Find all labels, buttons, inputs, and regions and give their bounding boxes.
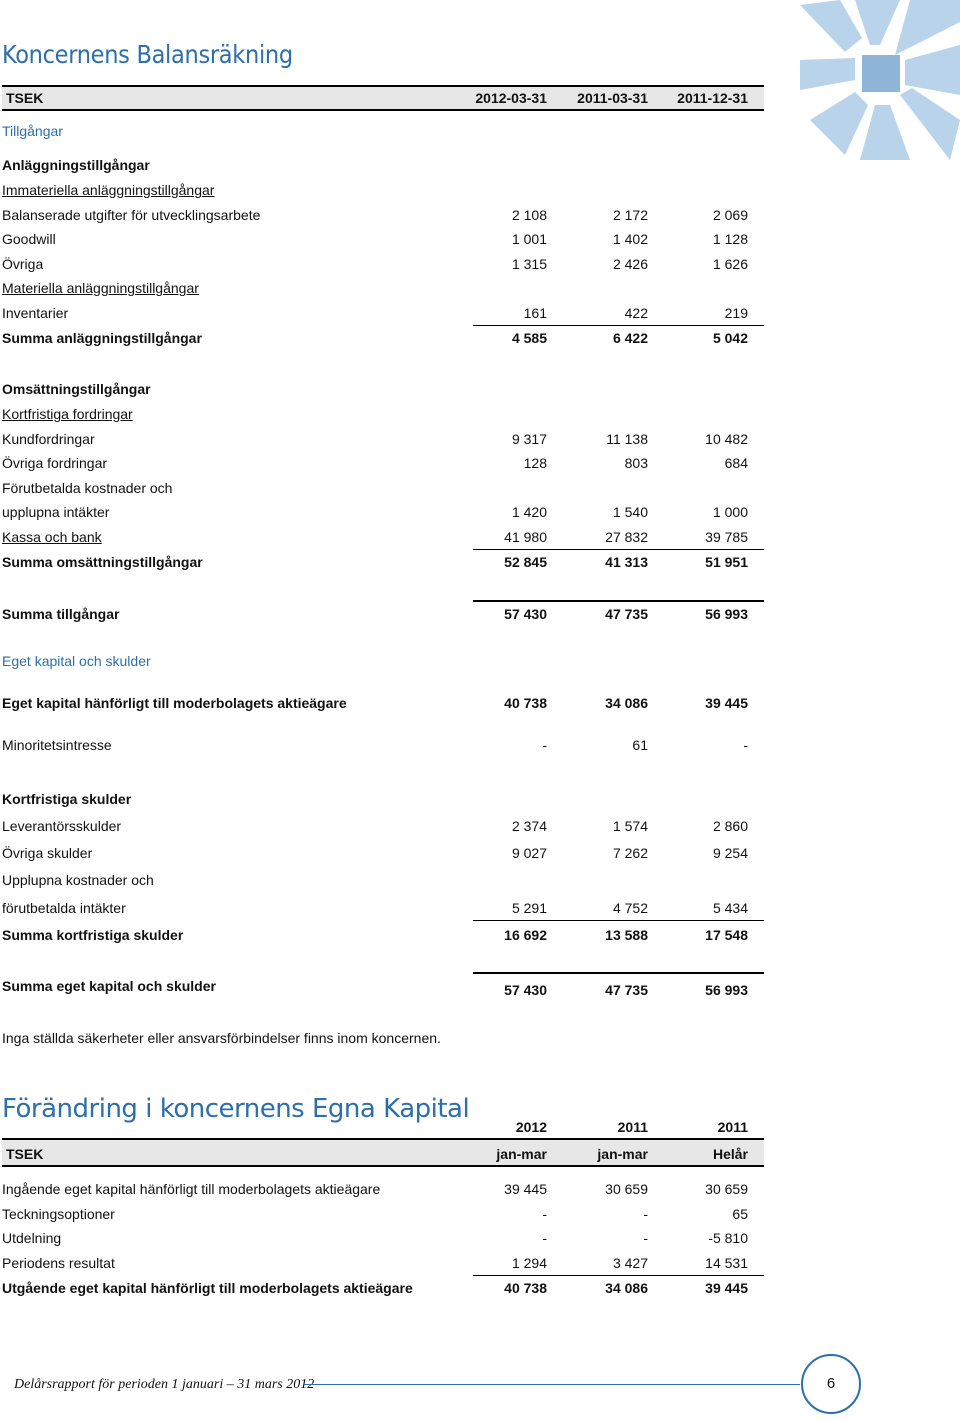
row-label: Leverantörsskulder	[2, 818, 122, 834]
value-col-2: -	[643, 1206, 648, 1222]
value-col-3: 39 445	[705, 1280, 748, 1296]
value-col-1: 9 027	[511, 845, 547, 861]
header-col-3: Helår	[712, 1146, 748, 1162]
intangible-heading-row	[2, 182, 764, 200]
value-col-3: 30 659	[705, 1181, 748, 1197]
value-col-2: 34 086	[605, 1280, 648, 1296]
value-col-1: 57 430	[504, 606, 547, 622]
table-row-label-continuation	[2, 480, 764, 498]
value-col-1: 4 585	[511, 330, 547, 346]
value-col-3: 65	[732, 1206, 748, 1222]
row-label: Övriga skulder	[2, 845, 93, 861]
value-col-3: 39 445	[705, 695, 748, 711]
section-heading: Omsättningstillgångar	[2, 381, 151, 397]
section-heading: Anläggningstillgångar	[2, 157, 150, 173]
value-col-1: 1 001	[511, 231, 547, 247]
row-label: Balanserade utgifter för utvecklingsarbete	[2, 207, 261, 223]
value-col-2: 4 752	[612, 900, 648, 916]
tangible-heading-row	[2, 280, 764, 298]
value-col-3: 1 128	[712, 231, 748, 247]
subtotal-rule	[473, 1275, 764, 1276]
equity-header-bar	[2, 1138, 764, 1167]
row-label: Upplupna kostnader och	[2, 872, 154, 888]
assets-heading-row	[2, 123, 764, 141]
row-label: Övriga fordringar	[2, 455, 108, 471]
subtotal-row	[2, 927, 764, 945]
value-col-1: 16 692	[504, 927, 547, 943]
value-col-2: 30 659	[605, 1181, 648, 1197]
section-heading: Eget kapital och skulder	[2, 653, 151, 669]
value-col-1: 161	[523, 305, 547, 321]
page-number: 6	[801, 1354, 861, 1414]
value-col-1: 52 845	[504, 554, 547, 570]
row-label: Summa tillgångar	[2, 606, 120, 622]
liabilities-heading-row	[2, 791, 764, 809]
table-row	[2, 695, 764, 713]
value-col-2: 1 574	[612, 818, 648, 834]
value-col-3: 5 434	[712, 900, 748, 916]
section-heading: Kortfristiga skulder	[2, 791, 132, 807]
balance-header-bar	[2, 85, 764, 111]
subsection-heading: Materiella anläggningstillgångar	[2, 280, 199, 296]
subsection-heading: Immateriella anläggningstillgångar	[2, 182, 215, 198]
value-col-1: -	[542, 1230, 547, 1246]
row-label: Goodwill	[2, 231, 56, 247]
value-col-1: 2 108	[511, 207, 547, 223]
section-heading: Tillgångar	[2, 123, 63, 139]
header-col-1: jan-mar	[496, 1146, 547, 1162]
header-col-3: 2011-12-31	[677, 90, 748, 106]
value-col-3: -5 810	[708, 1230, 748, 1246]
row-label: Teckningsoptioner	[2, 1206, 115, 1222]
row-label: Summa kortfristiga skulder	[2, 927, 184, 943]
shortterm-heading-row	[2, 406, 764, 424]
value-col-3: 56 993	[705, 606, 748, 622]
value-col-1: 5 291	[511, 900, 547, 916]
value-col-2: 1 540	[612, 504, 648, 520]
row-label: Förutbetalda kostnader och	[2, 480, 173, 496]
value-col-3: 10 482	[705, 431, 748, 447]
value-col-3: -	[743, 737, 748, 753]
header-col-1: 2012-03-31	[475, 90, 547, 106]
value-col-3: 56 993	[705, 982, 748, 998]
value-col-3: 17 548	[705, 927, 748, 943]
year-col-2: 2011	[617, 1119, 648, 1135]
subtotal-row	[2, 330, 764, 348]
row-label: Eget kapital hänförligt till moderbolagets aktieägare	[2, 695, 347, 711]
subsection-heading: Kortfristiga fordringar	[2, 406, 133, 422]
value-col-2: 27 832	[605, 529, 648, 545]
row-label: Utdelning	[2, 1230, 62, 1246]
footer-report-title: Delårsrapport för perioden 1 januari – 31 mars 2012	[14, 1377, 315, 1392]
equity-heading-row	[2, 653, 764, 671]
value-col-2: 47 735	[605, 982, 648, 998]
table-row	[2, 1206, 764, 1224]
snowflake-logo-icon	[800, 0, 960, 165]
balance-sheet-title: Koncernens Balansräkning	[2, 40, 293, 69]
total-rule	[473, 600, 764, 602]
value-col-2: 2 426	[612, 256, 648, 272]
current-assets-heading-row	[2, 381, 764, 399]
row-label: Ingående eget kapital hänförligt till moderbolagets aktieägare	[2, 1181, 381, 1197]
table-row	[2, 455, 764, 473]
subtotal-row	[2, 554, 764, 572]
value-col-1: 1 420	[511, 504, 547, 520]
table-row	[2, 431, 764, 449]
value-col-2: 41 313	[605, 554, 648, 570]
value-col-3: 219	[724, 305, 748, 321]
value-col-3: 1 000	[712, 504, 748, 520]
value-col-1: 1 294	[511, 1255, 547, 1271]
value-col-2: 34 086	[605, 695, 648, 711]
value-col-1: 39 445	[504, 1181, 547, 1197]
value-col-1: -	[542, 1206, 547, 1222]
row-label: Summa omsättningstillgångar	[2, 554, 203, 570]
table-row	[2, 256, 764, 274]
fixed-assets-heading-row	[2, 157, 764, 175]
value-col-2: -	[643, 1230, 648, 1246]
row-label: förutbetalda intäkter	[2, 900, 126, 916]
value-col-1: -	[542, 737, 547, 753]
row-label: Summa anläggningstillgångar	[2, 330, 202, 346]
year-header-row	[2, 1119, 764, 1137]
table-row-label-continuation	[2, 872, 764, 890]
value-col-2: 6 422	[612, 330, 648, 346]
row-label: Kundfordringar	[2, 431, 95, 447]
value-col-2: 11 138	[606, 431, 648, 447]
value-col-3: 684	[724, 455, 748, 471]
value-col-2: 7 262	[612, 845, 648, 861]
table-row	[2, 207, 764, 225]
value-col-3: 9 254	[712, 845, 748, 861]
value-col-2: 2 172	[612, 207, 648, 223]
value-col-3: 5 042	[712, 330, 748, 346]
value-col-2: 422	[624, 305, 648, 321]
subtotal-rule	[473, 325, 764, 326]
row-label: Summa eget kapital och skulder	[2, 978, 216, 994]
value-col-1: 41 980	[504, 529, 547, 545]
table-row	[2, 305, 764, 323]
table-row	[2, 231, 764, 249]
total-rule	[473, 972, 764, 974]
value-col-1: 9 317	[511, 431, 547, 447]
row-label: upplupna intäkter	[2, 504, 110, 520]
value-col-1: 40 738	[504, 695, 547, 711]
note-row	[2, 1030, 902, 1048]
value-col-1: 40 738	[504, 1280, 547, 1296]
table-row	[2, 900, 764, 918]
value-col-2: 803	[624, 455, 648, 471]
table-row	[2, 529, 764, 547]
total-row	[2, 978, 764, 996]
value-col-3: 2 860	[712, 818, 748, 834]
value-col-3: 14 531	[705, 1255, 748, 1271]
equity-change-title: Förändring i koncernens Egna Kapital	[2, 1094, 470, 1124]
note-text: Inga ställda säkerheter eller ansvarsförbindelser finns inom koncernen.	[2, 1030, 441, 1046]
row-label: Övriga	[2, 256, 44, 272]
row-label: Minoritetsintresse	[2, 737, 112, 753]
value-col-3: 1 626	[712, 256, 748, 272]
table-row	[2, 1255, 764, 1273]
value-col-2: 47 735	[605, 606, 648, 622]
year-col-3: 2011	[717, 1119, 748, 1135]
year-col-1: 2012	[515, 1119, 547, 1135]
subtotal-rule	[473, 549, 764, 550]
value-col-2: 61	[632, 737, 648, 753]
value-col-1: 57 430	[504, 982, 547, 998]
header-unit: TSEK	[6, 1146, 44, 1162]
row-label: Periodens resultat	[2, 1255, 115, 1271]
value-col-1: 2 374	[511, 818, 547, 834]
value-col-3: 51 951	[705, 554, 748, 570]
value-col-2: 3 427	[612, 1255, 648, 1271]
total-row	[2, 606, 764, 624]
value-col-1: 1 315	[511, 256, 547, 272]
table-row	[2, 737, 764, 755]
table-row	[2, 818, 764, 836]
header-col-2: jan-mar	[597, 1146, 648, 1162]
value-col-3: 2 069	[712, 207, 748, 223]
table-row	[2, 504, 764, 522]
value-col-3: 39 785	[705, 529, 748, 545]
table-row	[2, 1230, 764, 1248]
subtotal-rule	[473, 920, 764, 921]
value-col-2: 13 588	[605, 927, 648, 943]
footer-rule	[304, 1384, 800, 1385]
header-col-2: 2011-03-31	[577, 90, 648, 106]
table-row	[2, 845, 764, 863]
header-unit: TSEK	[6, 90, 44, 106]
row-label: Utgående eget kapital hänförligt till moderbolagets aktieägare	[2, 1280, 413, 1296]
value-col-2: 1 402	[612, 231, 648, 247]
row-label: Inventarier	[2, 305, 69, 321]
table-row	[2, 1181, 764, 1199]
total-row	[2, 1280, 764, 1298]
row-label: Kassa och bank	[2, 529, 102, 545]
value-col-1: 128	[523, 455, 547, 471]
